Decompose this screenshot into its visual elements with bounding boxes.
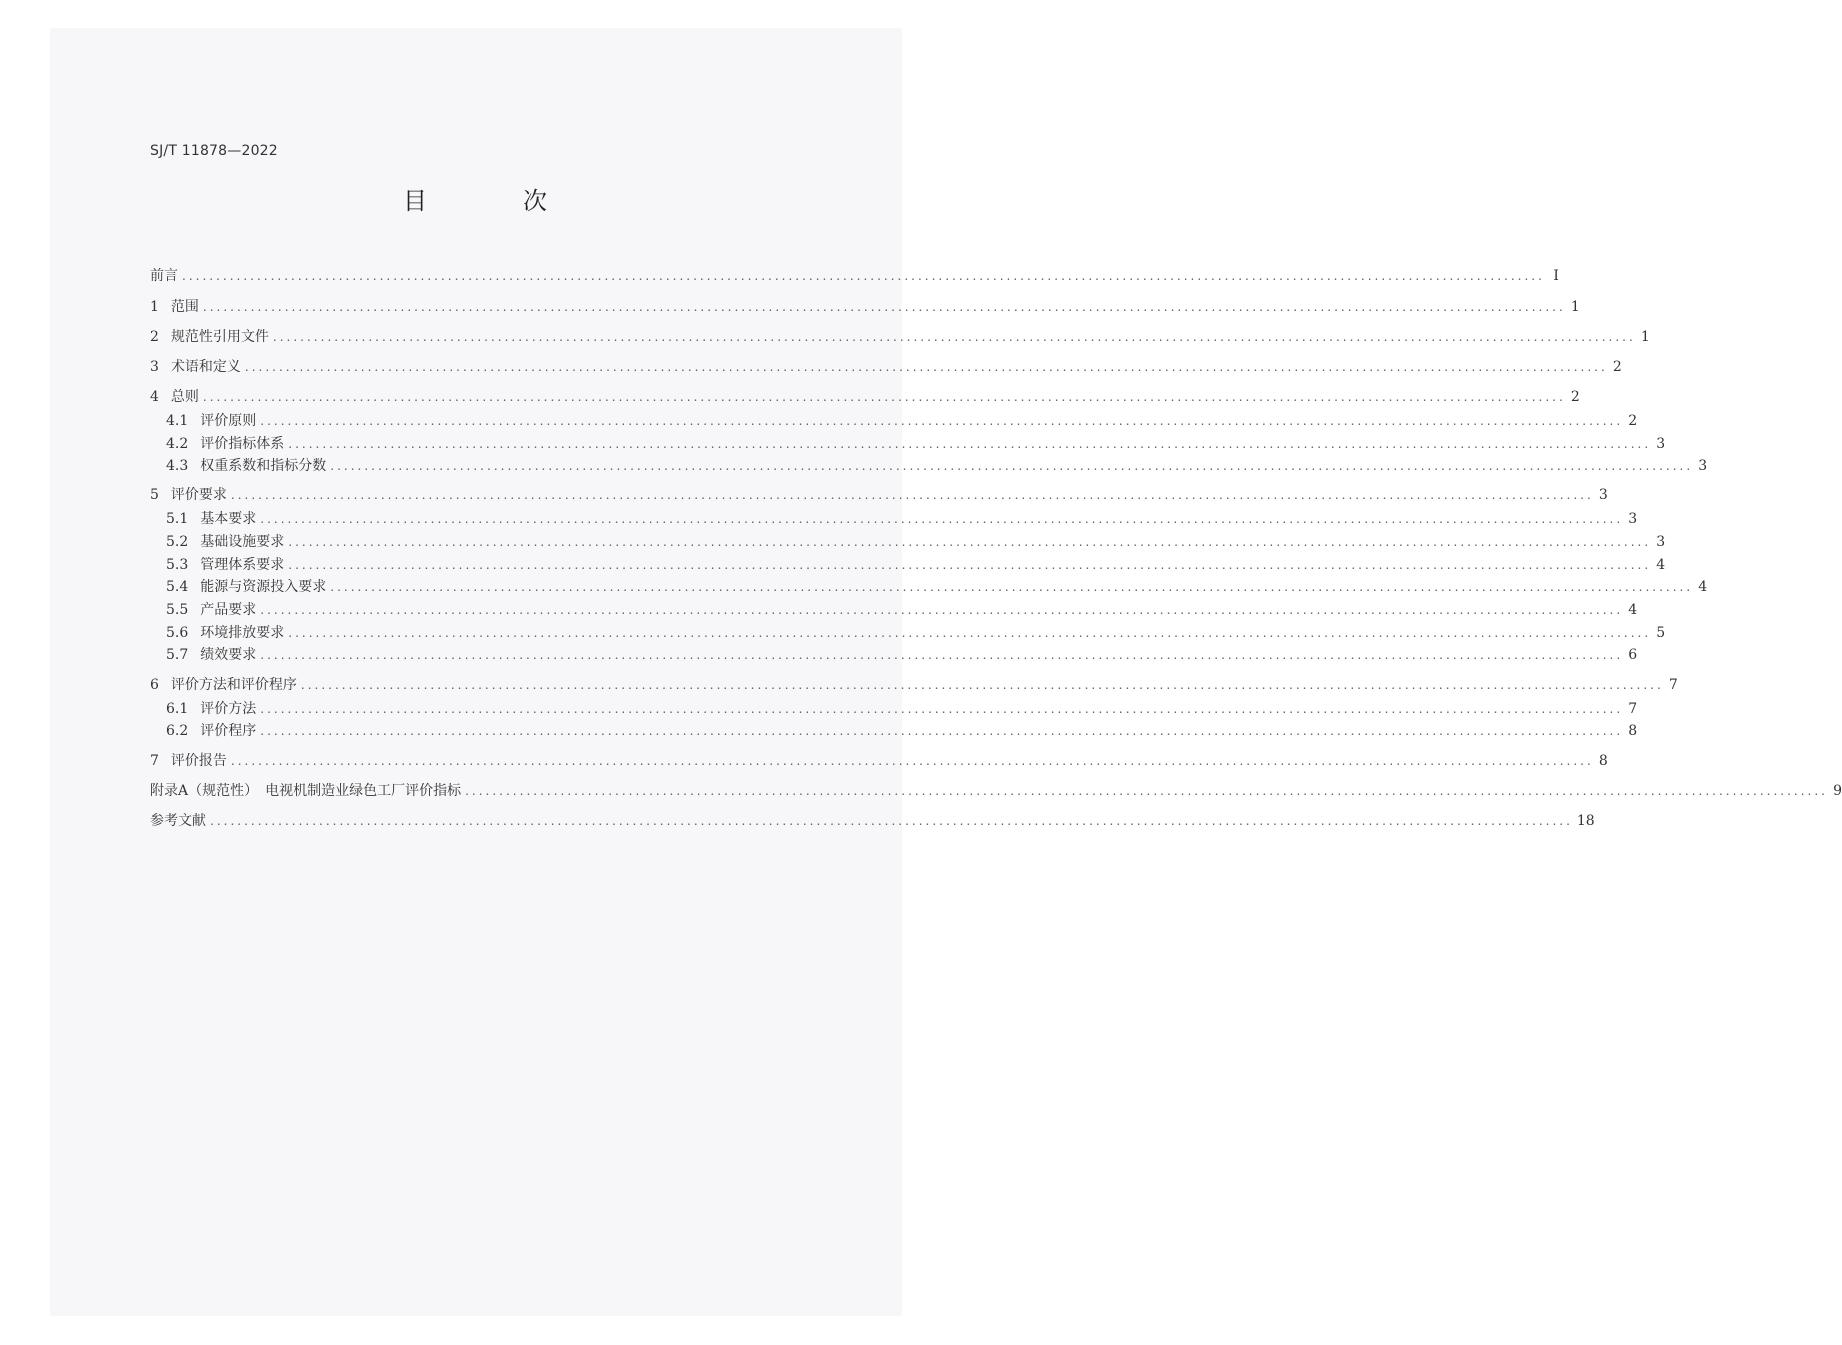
toc-entry-page-number: 3 [1698,458,1708,474]
toc-leader-dots: ........................................................................................................................................................................................................ [260,702,1624,716]
toc-entry-number: 2 [150,329,159,345]
toc-leader-dots: ........................................................................................................................................................................................................ [288,437,1652,451]
toc-entry-number: 5.4 [166,579,189,595]
toc-entry-number: 4.1 [166,413,189,429]
toc-leader-dots: ........................................................................................................................................................................................................ [465,784,1828,798]
toc-entry[interactable] [150,675,1678,695]
toc-entry-page-number: 7 [1628,701,1638,717]
toc-entry-page-number: 1 [1640,329,1650,345]
toc-entry-title: 基本要求 [200,511,257,527]
toc-entry[interactable] [166,456,1708,476]
toc-entry-page-number: 4 [1656,557,1666,573]
toc-entry-number: 4.3 [166,458,189,474]
toc-leader-dots: ........................................................................................................................................................................................................ [330,459,1694,473]
toc-entry[interactable] [166,577,1708,597]
toc-leader-dots: ........................................................................................................................................................................................................ [260,512,1624,526]
toc-entry[interactable] [166,434,1666,454]
toc-entry[interactable] [166,600,1638,620]
toc-entry-number: 5.3 [166,557,189,573]
toc-entry[interactable] [166,555,1666,575]
toc-entry-title: 前言 [150,268,178,284]
toc-entry-title: 范围 [170,299,199,315]
toc-entry[interactable] [166,623,1666,643]
toc-leader-dots: ........................................................................................................................................................................................................ [230,488,1594,502]
toc-entry-title: 评价程序 [200,723,257,739]
toc-entry-page-number: 3 [1628,511,1638,527]
toc-entry-number: 7 [150,753,159,769]
toc-leader-dots: ........................................................................................................................................................................................................ [244,360,1608,374]
toc-entry-page-number: 8 [1598,753,1608,769]
toc-entry-page-number: 2 [1628,413,1638,429]
toc-entry-title: 评价原则 [200,413,257,429]
toc-entry-page-number: 3 [1656,534,1666,550]
toc-entry-number: 6.1 [166,701,189,717]
toc-entry[interactable] [166,721,1638,741]
document-page [50,28,902,1316]
toc-entry[interactable] [150,485,1608,505]
toc-entry-number: 5.2 [166,534,189,550]
toc-leader-dots: ........................................................................................................................................................................................................ [260,724,1624,738]
toc-entry-page-number: 3 [1656,436,1666,452]
toc-leader-dots: ........................................................................................................................................................................................................ [210,814,1573,828]
toc-entry-title: 附录A（规范性） 电视机制造业绿色工厂评价指标 [150,783,462,799]
toc-entry-number: 5 [150,487,159,503]
toc-entry-page-number: 6 [1628,647,1638,663]
toc-entry-page-number: 2 [1570,389,1580,405]
toc-entry-number: 5.1 [166,511,189,527]
toc-entry-title: 管理体系要求 [200,557,285,573]
toc-entry-number: 5.6 [166,625,189,641]
toc-entry-number: 5.5 [166,602,189,618]
toc-entry-title: 术语和定义 [170,359,241,375]
toc-leader-dots: ........................................................................................................................................................................................................ [288,535,1652,549]
toc-entry-page-number: 18 [1576,813,1595,829]
toc-entry-title: 权重系数和指标分数 [200,458,327,474]
toc-leader-dots: ........................................................................................................................................................................................................ [272,330,1636,344]
toc-entry-title: 评价方法 [200,701,257,717]
toc-entry-number: 3 [150,359,159,375]
toc-entry[interactable] [166,645,1638,665]
toc-leader-dots: ........................................................................................................................................................................................................ [300,678,1664,692]
toc-leader-dots: ........................................................................................................................................................................................................ [330,580,1694,594]
toc-entry-title: 参考文献 [150,813,206,829]
toc-entry-number: 1 [150,299,159,315]
toc-leader-dots: ........................................................................................................................................................................................................ [260,414,1624,428]
toc-entry-title: 总则 [170,389,199,405]
toc-entry[interactable] [166,411,1638,431]
toc-entry[interactable] [166,699,1638,719]
toc-entry-page-number: 8 [1628,723,1638,739]
page-title: 目 次 [403,187,583,215]
toc-entry-page-number: 4 [1628,602,1638,618]
toc-entry-title: 基础设施要求 [200,534,285,550]
toc-entry-page-number: 4 [1698,579,1708,595]
toc-entry-title: 评价报告 [170,753,227,769]
toc-entry[interactable] [150,781,1842,801]
toc-entry[interactable] [150,751,1608,771]
toc-entry-page-number: 3 [1598,487,1608,503]
toc-leader-dots: ........................................................................................................................................................................................................ [260,648,1624,662]
toc-entry[interactable] [150,387,1580,407]
toc-entry-title: 能源与资源投入要求 [200,579,327,595]
toc-entry-number: 5.7 [166,647,189,663]
toc-entry-page-number: 1 [1570,299,1580,315]
toc-entry-page-number: 7 [1668,677,1678,693]
toc-entry-title: 绩效要求 [200,647,257,663]
toc-entry[interactable] [150,357,1622,377]
standard-code: SJ/T 11878—2022 [150,143,278,159]
toc-entry-number: 6 [150,677,159,693]
toc-entry[interactable] [166,509,1638,529]
toc-entry-page-number: 9 [1833,783,1842,799]
toc-entry-title: 环境排放要求 [200,625,285,641]
toc-leader-dots: ........................................................................................................................................................................................................ [182,269,1545,283]
toc-leader-dots: ........................................................................................................................................................................................................ [288,558,1652,572]
toc-leader-dots: ........................................................................................................................................................................................................ [202,390,1566,404]
toc-leader-dots: ........................................................................................................................................................................................................ [288,626,1652,640]
toc-entry-page-number: I [1553,268,1559,284]
toc-entry-title: 规范性引用文件 [170,329,269,345]
toc-leader-dots: ........................................................................................................................................................................................................ [230,754,1594,768]
toc-entry-title: 产品要求 [200,602,257,618]
toc-entry-number: 4 [150,389,159,405]
toc-entry-title: 评价方法和评价程序 [170,677,297,693]
toc-entry-title: 评价指标体系 [200,436,285,452]
toc-entry-page-number: 5 [1656,625,1666,641]
toc-leader-dots: ........................................................................................................................................................................................................ [260,603,1624,617]
toc-leader-dots: ........................................................................................................................................................................................................ [202,300,1566,314]
toc-entry-title: 评价要求 [170,487,227,503]
toc-entry[interactable] [150,266,1559,286]
toc-entry[interactable] [150,811,1595,831]
toc-entry-number: 4.2 [166,436,189,452]
toc-entry-number: 6.2 [166,723,189,739]
toc-entry-page-number: 2 [1612,359,1622,375]
toc-entry[interactable] [166,532,1666,552]
toc-entry[interactable] [150,327,1650,347]
toc-entry[interactable] [150,297,1580,317]
